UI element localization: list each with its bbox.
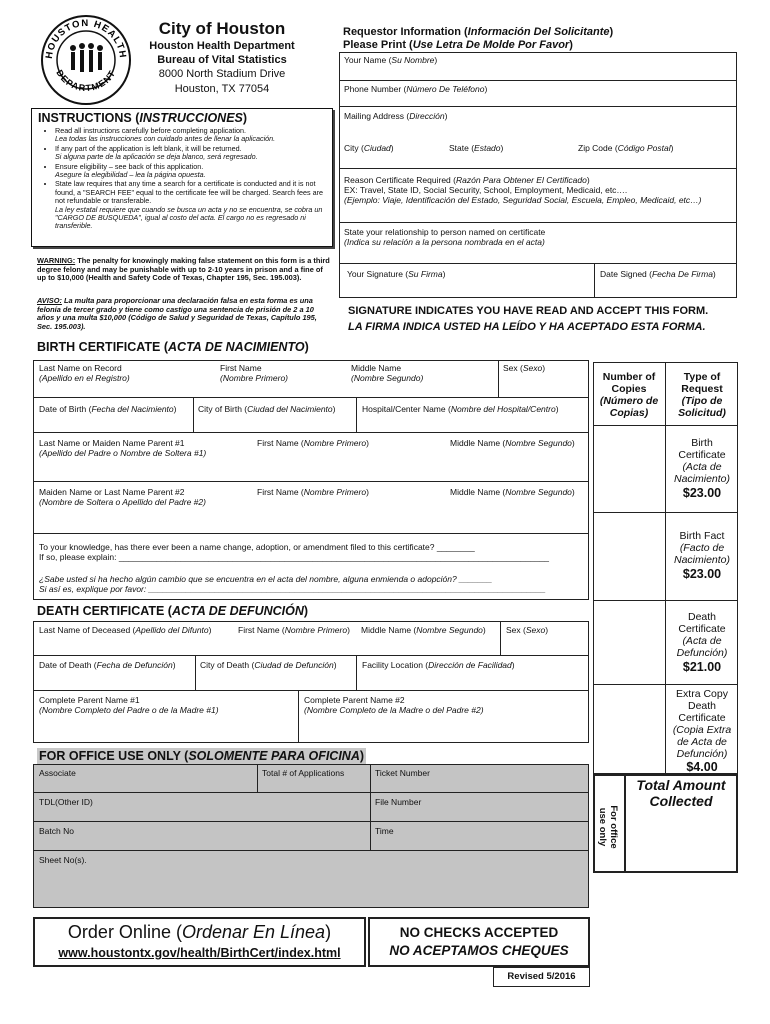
instruction-item: • Read all instructions carefully before completing application. Lea todas las instrucciones con cuidado antes de llenar la aplicación. — [55, 127, 329, 144]
total-amount-collected: Total Amount Collected — [636, 777, 726, 809]
order-online-title: Order Online (Ordenar En Línea) — [67, 922, 332, 942]
city-state-zip: Houston, TX 77054 — [174, 83, 270, 95]
birth-cert-fee: Birth Certificate (Acta de Nacimiento) $23.00 — [673, 437, 731, 500]
birth-section-title: BIRTH CERTIFICATE (ACTA DE NACIMIENTO) — [37, 340, 309, 354]
associate-field[interactable]: Associate — [39, 768, 76, 778]
state-field[interactable]: State (Estado) — [449, 143, 504, 153]
signature-field[interactable]: Your Signature (Su Firma) — [347, 269, 446, 279]
instruction-item: • If any part of the application is left blank, it will be returned. Si alguna parte de la aplicación se deja blanco, será regresado. — [55, 145, 329, 162]
warning-text: WARNING: The penalty for knowingly making false statement on this form is a third degree felony and may be punishable with up to 2-10 years in prison and a fine of up to $10,000 (Health and Safety Code of Texas, Chapter 195, Sec. 195.003). — [37, 256, 330, 283]
instruction-item: • State law requires that any time a search for a certificate is conducted and it is not found, a "SEARCH FEE" equal to the certificate fee will be charged. Search fees are not refundable or transferable. La ley estatal requiere que cuando se busca un acta y no se encuentra, se cobra un "CARGO DE BUSQUEDA", igual al costo del acta. El cargo no es regresado ni transferible. — [55, 180, 329, 230]
parent1-last-name-field[interactable]: Last Name or Maiden Name Parent #1 (Apellido del Padre o Nombre de Soltera #1) — [39, 438, 207, 458]
deceased-last-name-field[interactable]: Last Name of Deceased (Apellido del Difunto) — [39, 625, 212, 635]
parent1-middle-name-field[interactable]: Middle Name (Nombre Segundo) — [450, 438, 575, 448]
fact-copies-input[interactable] — [596, 516, 662, 596]
parent2-last-name-field[interactable]: Maiden Name or Last Name Parent #2 (Nombre de Soltera o Apellido del Padre #2) — [39, 487, 206, 507]
extra-copy-fee: Extra Copy Death Certificate (Copia Extra de Acta de Defunción) $4.00 — [672, 688, 732, 774]
your-name-field[interactable]: Your Name (Su Nombre) — [344, 55, 438, 65]
aviso-text: AVISO: La multa para proporcionar una declaración falsa en esta forma es una felonía de tercer grado y tiene como castigo una sentencia de prisión de 2 a 10 años y una multa $10,000 (Código de Salud y Seguridad de Texas, Capítulo 195, Sec. 195.003). — [37, 296, 317, 331]
office-box — [33, 764, 589, 908]
hospital-name-field[interactable]: Hospital/Center Name (Nombre del Hospital/Centro) — [362, 404, 559, 414]
death-parent2-field[interactable]: Complete Parent Name #2 (Nombre Completo de la Madre o del Padre #2) — [304, 695, 484, 715]
total-applications-field[interactable]: Total # of Applications — [262, 768, 345, 778]
death-cert-fee: Death Certificate (Acta de Defunción) $21.00 — [676, 611, 728, 674]
dept-name: Houston Health Department — [149, 40, 295, 52]
death-section-title: DEATH CERTIFICATE (ACTA DE DEFUNCIÓN) — [37, 604, 309, 618]
relationship-field[interactable]: State your relationship to person named on certificate (Indica su relación a la persona nombrada en el acta) — [344, 227, 546, 247]
street-address: 8000 North Stadium Drive — [158, 68, 286, 80]
time-field[interactable]: Time — [375, 826, 394, 836]
order-online-link[interactable]: www.houstontx.gov/health/BirthCert/index.html — [58, 946, 341, 960]
name-change-question-es[interactable]: ¿Sabe usted si ha hecho algún cambio que se encuentra en el acta del nombre, alguna enmienda o adopción? _______ Si así es, explique por favor: ____________________________________________________________________________________ — [39, 574, 546, 594]
sheet-no-field[interactable]: Sheet No(s). — [39, 855, 87, 865]
copies-header: Number of Copies (Número de Copias) — [599, 371, 659, 419]
agency-header — [132, 18, 312, 96]
facility-location-field[interactable]: Facility Location (Dirección de Facilidad) — [362, 660, 515, 670]
extra-copies-input[interactable] — [596, 688, 662, 770]
death-copies-input[interactable] — [596, 604, 662, 680]
parent1-first-name-field[interactable]: First Name (Nombre Primero) — [257, 438, 369, 448]
instructions-list — [43, 127, 329, 232]
birth-box — [33, 360, 589, 600]
instruction-item: • Ensure eligibility – see back of this application. Asegure la elegibilidad – lea la página opuesta. — [55, 163, 329, 180]
city-of-birth-field[interactable]: City of Birth (Ciudad del Nacimiento) — [198, 404, 336, 414]
city-title: City of Houston — [158, 19, 286, 38]
reason-field[interactable]: Reason Certificate Required (Razón Para Obtener El Certificado) EX: Travel, State ID, Social Security, School, Employment, Medicaid, etc…. (Ejemplo: Viaje, Identificación del Estado, Seguridad Social, Escuela, Empleo, Medicaid, etc…) — [344, 175, 702, 205]
no-checks-notice: NO CHECKS ACCEPTED NO ACEPTAMOS CHEQUES — [389, 925, 569, 958]
svg-text:HOUSTON HEALTH: HOUSTON HEALTH — [43, 17, 129, 60]
birth-last-name-field[interactable]: Last Name on Record (Apellido en el Registro) — [39, 363, 130, 383]
birth-copies-input[interactable] — [596, 430, 662, 508]
mailing-address-field[interactable]: Mailing Address (Dirección) — [344, 111, 448, 121]
bureau-name: Bureau of Vital Statistics — [157, 54, 287, 66]
birth-sex-field[interactable]: Sex (Sexo) — [503, 363, 546, 373]
type-header: Type of Request (Tipo de Solicitud) — [678, 371, 726, 419]
zip-field[interactable]: Zip Code (Código Postal) — [578, 143, 674, 153]
birth-first-name-field[interactable]: First Name (Nombre Primero) — [220, 363, 289, 383]
birth-fact-fee: Birth Fact (Facto de Nacimiento) $23.00 — [673, 530, 731, 581]
parent2-middle-name-field[interactable]: Middle Name (Nombre Segundo) — [450, 487, 575, 497]
date-signed-field[interactable]: Date Signed (Fecha De Firma) — [600, 269, 716, 279]
requestor-title: Requestor Information (Información Del Solicitante) Please Print (Use Letra De Molde Por Favor) — [343, 26, 614, 51]
instructions-title: INSTRUCTIONS (INSTRUCCIONES) — [38, 111, 248, 125]
svg-text:DEPARTMENT: DEPARTMENT — [54, 68, 118, 94]
deceased-first-name-field[interactable]: First Name (Nombre Primero) — [238, 625, 350, 635]
office-section-title: FOR OFFICE USE ONLY (SOLOMENTE PARA OFICINA) — [39, 749, 365, 763]
deceased-sex-field[interactable]: Sex (Sexo) — [506, 625, 549, 635]
office-use-vertical-label: For office use only — [597, 805, 619, 849]
death-parent1-field[interactable]: Complete Parent Name #1 (Nombre Completo del Padre o de la Madre #1) — [39, 695, 219, 715]
name-change-question[interactable]: To your knowledge, has there ever been a name change, adoption, or amendment filed to this certificate? ________ If so, please explain: ___________________________________________________________________________________________ — [39, 542, 550, 562]
phone-field[interactable]: Phone Number (Número De Teléfono) — [344, 84, 488, 94]
revised-date: Revised 5/2016 — [507, 971, 576, 982]
parent2-first-name-field[interactable]: First Name (Nombre Primero) — [257, 487, 369, 497]
file-number-field[interactable]: File Number — [375, 797, 422, 807]
health-department-seal — [40, 14, 132, 106]
date-of-birth-field[interactable]: Date of Birth (Fecha del Nacimiento) — [39, 404, 177, 414]
death-box — [33, 621, 589, 743]
signature-note: SIGNATURE INDICATES YOU HAVE READ AND ACCEPT THIS FORM. LA FIRMA INDICA USTED HA LEÍDO Y HA ACEPTADO ESTA FORMA. — [348, 305, 709, 333]
batch-no-field[interactable]: Batch No — [39, 826, 74, 836]
city-of-death-field[interactable]: City of Death (Ciudad de Defunción) — [200, 660, 337, 670]
date-of-death-field[interactable]: Date of Death (Fecha de Defunción) — [39, 660, 176, 670]
tdl-field[interactable]: TDL(Other ID) — [39, 797, 93, 807]
ticket-number-field[interactable]: Ticket Number — [375, 768, 430, 778]
birth-middle-name-field[interactable]: Middle Name (Nombre Segundo) — [351, 363, 424, 383]
deceased-middle-name-field[interactable]: Middle Name (Nombre Segundo) — [361, 625, 486, 635]
city-field[interactable]: City (Ciudad) — [344, 143, 394, 153]
